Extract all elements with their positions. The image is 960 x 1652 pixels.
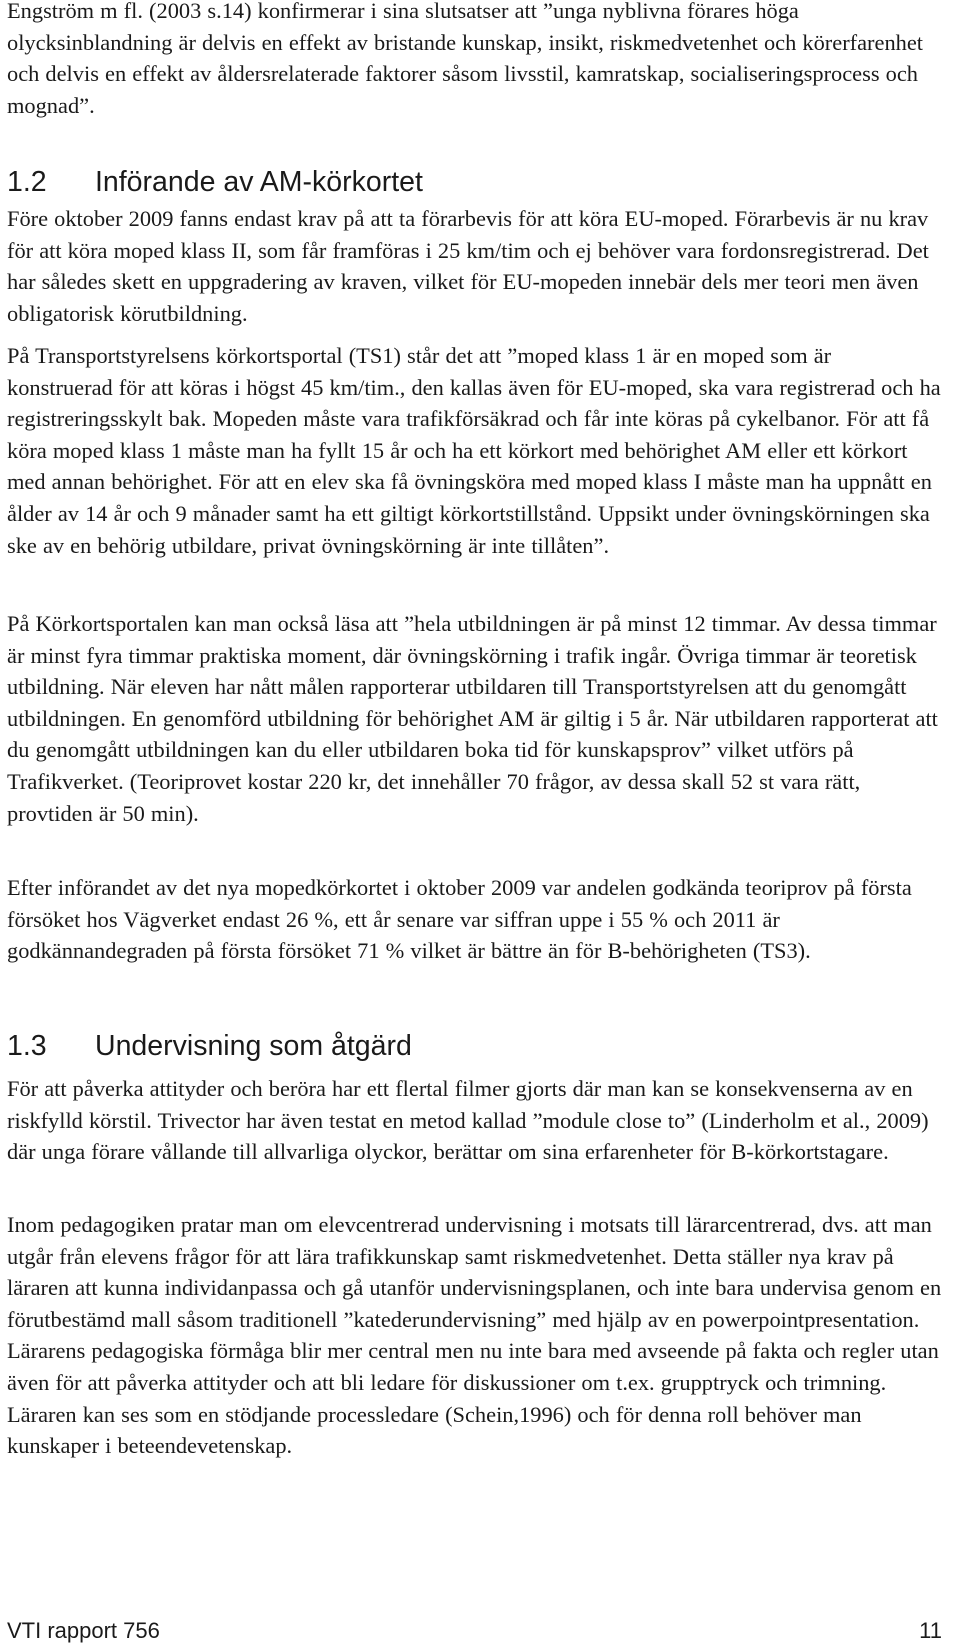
paragraph-1-3-a: För att påverka attityder och beröra har ett flertal filmer gjorts där man kan se konsekvenserna av en riskfylld körstil. Trivector har även testat en metod kallad ”module close to” (Linderholm et al., 2009) där unga förare vållande till allvarliga olyckor, berättar om sina erfarenheter för B-körkortstagare.: [7, 1076, 929, 1165]
document-page: [7, 0, 942, 1652]
section-title: Undervisning som åtgärd: [95, 1030, 412, 1062]
section-heading-1-2: [7, 164, 423, 200]
footer-page-number: 11: [919, 1618, 942, 1643]
paragraph-1-2-b: På Transportstyrelsens körkortsportal (TS1) står det att ”moped klass 1 är en moped som är konstruerad för att köras i högst 45 km/tim., den kallas även för EU-moped, ska vara registrerad och ha registreringsskylt bak. Mopeden måste vara trafikförsäkrad och får inte köras på cykelbanor. För att få köra moped klass 1 måste man ha fyllt 15 år och ha ett körkort med behörighet AM eller ett körkort med annan behörighet. För att en elev ska få övningsköra med moped klass I måste man ha uppnått en ålder av 14 år och 9 månader samt ha ett giltigt körkortstillstånd. Uppsikt under övningskörningen ska ske av en behörig utbildare, privat övningskörning är inte tillåten”.: [7, 343, 941, 558]
paragraph-intro: Engström m fl. (2003 s.14) konfirmerar i sina slutsatser att ”unga nyblivna förares höga olycksinblandning är delvis en effekt av bristande kunskap, insikt, riskmedvetenhet och körerfarenhet och delvis en effekt av åldersrelaterade faktorer såsom livsstil, kamratskap, socialiseringsprocess och mognad”.: [7, 0, 923, 118]
paragraph-1-3-b: Inom pedagogiken pratar man om elevcentrerad undervisning i motsats till lärarcentrerad, dvs. att man utgår från elevens frågor för att lära trafikkunskap samt riskmedvetenhet. Detta ställer nya krav på läraren att kunna individanpassa och gå utanför undervisningsplanen, och inte bara undervisa genom en förutbestämd mall såsom traditionell ”katederundervisning” med hjälp av en powerpointpresentation. Lärarens pedagogiska förmåga blir mer central men nu inte bara med avseende på fakta och regler utan även för att påverka attityder och att bli ledare för diskussioner om t.ex. grupptryck och trimning. Läraren kan ses som en stödjande processledare (Schein,1996) och för denna roll behöver man kunskaper i beteendevetenskap.: [7, 1212, 942, 1459]
footer-report-name: VTI rapport 756: [7, 1618, 160, 1643]
section-title: Införande av AM-körkortet: [95, 166, 423, 198]
paragraph-1-2-c: På Körkortsportalen kan man också läsa att ”hela utbildningen är på minst 12 timmar. Av dessa timmar är minst fyra timmar praktiska moment, där övningskörning i trafik ingår. Övriga timmar är teoretisk utbildning. När eleven har nått målen rapporterar utbildaren till Transportstyrelsen att du genomgått utbildningen. En genomförd utbildning för behörighet AM är giltig i 5 år. När utbildaren rapporterat att du genomgått utbildningen kan du eller utbildaren boka tid för kunskapsprov” vilket utförs på Trafikverket. (Teoriprovet kostar 220 kr, det innehåller 70 frågor, av dessa skall 52 st vara rätt, provtiden är 50 min).: [7, 611, 938, 826]
paragraph-1-2-d: Efter införandet av det nya mopedkörkortet i oktober 2009 var andelen godkända teoriprov på första försöket hos Vägverket endast 26 %, ett år senare var siffran uppe i 55 % och 2011 är godkännandegraden på första försöket 71 % vilket är bättre än för B-behörigheten (TS3).: [7, 875, 912, 964]
section-number: 1.2: [7, 166, 47, 198]
section-number: 1.3: [7, 1030, 47, 1062]
paragraph-1-2-a: Före oktober 2009 fanns endast krav på att ta förarbevis för att köra EU-moped. Förarbevis är nu krav för att köra moped klass II, som får framföras i 25 km/tim och ej behöver vara fordonsregistrerad. Det har således skett en uppgradering av kraven, vilket för EU-mopeden innebär dels mer teori men även obligatorisk körutbildning.: [7, 206, 929, 326]
section-heading-1-3: [7, 1028, 412, 1064]
